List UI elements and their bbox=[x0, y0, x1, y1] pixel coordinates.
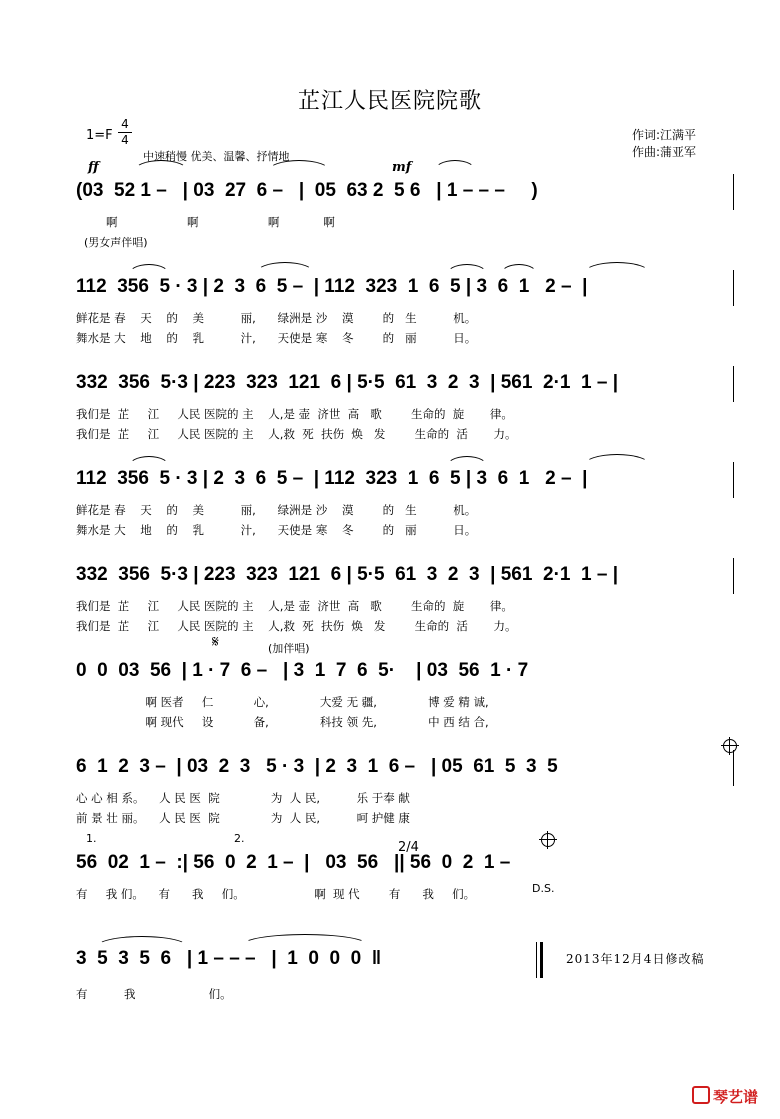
system-8-lyrics: 有 我 们。 有 我 们。 啊 现 代 有 我 们。 bbox=[76, 887, 476, 901]
system-1 bbox=[76, 178, 736, 208]
time-top: 4 bbox=[121, 117, 129, 131]
ds-marking: D.S. bbox=[532, 882, 555, 895]
system-4 bbox=[76, 466, 736, 496]
system-9-lyrics: 有 我 们。 bbox=[76, 987, 232, 1001]
chorus-note: (男女声伴唱) bbox=[84, 236, 148, 249]
system-5-lyrics-verse-1: 我们是 芷 江 人民 医院的 主 人,是 壶 济世 高 歌 生命的 旋 律。 bbox=[76, 599, 513, 613]
slur bbox=[128, 264, 170, 275]
dynamic-mf: mf bbox=[392, 160, 412, 175]
composer-credit: 作曲:蒲亚军 bbox=[632, 145, 697, 159]
slur bbox=[128, 456, 170, 467]
system-8-notes: 56 02 1 – :| 56 0 2 1 – | 03 56 || 56 0 2 1 – bbox=[76, 852, 511, 873]
coda-icon-2 bbox=[541, 833, 555, 847]
segno-icon: 𝄋 bbox=[212, 632, 219, 651]
slur bbox=[584, 454, 650, 465]
system-2-lyrics-verse-2: 舞水是 大 地 的 乳 汁, 天使是 寒 冬 的 丽 日。 bbox=[76, 331, 477, 345]
slur bbox=[446, 456, 488, 467]
dynamic-ff: ff bbox=[88, 160, 99, 175]
system-1-lyrics: 啊 啊 啊 啊 bbox=[106, 215, 335, 229]
time-signature bbox=[118, 118, 132, 147]
slur bbox=[96, 936, 188, 947]
slur bbox=[434, 160, 476, 171]
volta-1: 1. bbox=[86, 832, 97, 845]
system-3-notes: 332 356 5·3 | 223 323 121 6 | 5·5 61 3 2 3 | 561 2·1 1 – | bbox=[76, 372, 619, 393]
system-3 bbox=[76, 370, 736, 400]
page-title: 芷江人民医院院歌 bbox=[297, 89, 482, 114]
lyricist-credit: 作词:江满平 bbox=[632, 128, 697, 142]
system-7-lyrics-verse-2: 前 景 壮 丽。 人 民 医 院 为 人 民, 呵 护健 康 bbox=[76, 811, 410, 825]
system-6 bbox=[76, 658, 736, 688]
brand-logo bbox=[692, 1086, 758, 1107]
system-6-lyrics-verse-1: 啊 医者 仁 心, 大爱 无 疆, 博 爱 精 诚, bbox=[76, 695, 489, 709]
coda-icon bbox=[723, 739, 737, 753]
tempo-marking: 中速稍慢 优美、温馨、抒情地 bbox=[143, 150, 290, 163]
system-3-lyrics-verse-2: 我们是 芷 江 人民 医院的 主 人,救 死 扶伤 焕 发 生命的 活 力。 bbox=[76, 427, 517, 441]
barline bbox=[733, 750, 734, 786]
slur bbox=[584, 262, 650, 273]
system-4-lyrics-verse-2: 舞水是 大 地 的 乳 汁, 天使是 寒 冬 的 丽 日。 bbox=[76, 523, 477, 537]
accompaniment-note: (加伴唱) bbox=[268, 642, 310, 655]
system-6-notes: 0 0 03 56 | 1 · 7 6 – | 3 1 7 6 5· | 03 56 1 · 7 bbox=[76, 660, 529, 681]
final-barline-thick bbox=[540, 942, 543, 978]
barline bbox=[733, 270, 734, 306]
system-5-notes: 332 356 5·3 | 223 323 121 6 | 5·5 61 3 2 3 | 561 2·1 1 – | bbox=[76, 564, 619, 585]
system-2-lyrics-verse-1: 鲜花是 春 天 的 美 丽, 绿洲是 沙 漠 的 生 机。 bbox=[76, 311, 477, 325]
slur bbox=[446, 264, 488, 275]
system-5 bbox=[76, 562, 736, 592]
barline bbox=[733, 462, 734, 498]
slur bbox=[500, 264, 538, 275]
system-7 bbox=[76, 754, 736, 784]
brand-mark-icon bbox=[692, 1086, 710, 1104]
brand-name: 琴艺谱 bbox=[713, 1088, 759, 1106]
system-6-lyrics-verse-2: 啊 现代 设 备, 科技 领 先, 中 西 结 合, bbox=[76, 715, 489, 729]
system-5-lyrics-verse-2: 我们是 芷 江 人民 医院的 主 人,救 死 扶伤 焕 发 生命的 活 力。 bbox=[76, 619, 517, 633]
barline bbox=[733, 366, 734, 402]
system-3-lyrics-verse-1: 我们是 芷 江 人民 医院的 主 人,是 壶 济世 高 歌 生命的 旋 律。 bbox=[76, 407, 513, 421]
key-signature: 1=F bbox=[86, 128, 113, 143]
system-1-notes: (03 52 1 – | 03 27 6 – | 05 63 2 5 6 | 1 – – – ) bbox=[76, 180, 538, 201]
system-9-notes: 3 5 3 5 6 | 1 – – – | 1 0 0 0 ‖ bbox=[76, 948, 382, 969]
system-7-lyrics-verse-1: 心 心 相 系。 人 民 医 院 为 人 民, 乐 于奉 献 bbox=[76, 791, 410, 805]
slur bbox=[256, 262, 314, 273]
barline bbox=[733, 174, 734, 210]
volta-2: 2. bbox=[234, 832, 245, 845]
system-8 bbox=[76, 850, 736, 880]
barline bbox=[733, 558, 734, 594]
system-4-notes: 112 356 5 · 3 | 2 3 6 5 – | 112 323 1 6 5 | 3 6 1 2 – | bbox=[76, 468, 588, 489]
system-4-lyrics-verse-1: 鲜花是 春 天 的 美 丽, 绿洲是 沙 漠 的 生 机。 bbox=[76, 503, 477, 517]
final-barline bbox=[536, 942, 537, 978]
system-2 bbox=[76, 274, 736, 304]
system-7-notes: 6 1 2 3 – | 03 2 3 5 · 3 | 2 3 1 6 – | 05 61 5 3 5 bbox=[76, 756, 558, 777]
slur bbox=[242, 934, 368, 945]
revision-note: 2013年12月4日修改稿 bbox=[566, 952, 705, 966]
system-2-notes: 112 356 5 · 3 | 2 3 6 5 – | 112 323 1 6 5 | 3 6 1 2 – | bbox=[76, 276, 588, 297]
meter-change: 2/4 bbox=[398, 840, 419, 855]
time-bottom: 4 bbox=[121, 133, 129, 147]
